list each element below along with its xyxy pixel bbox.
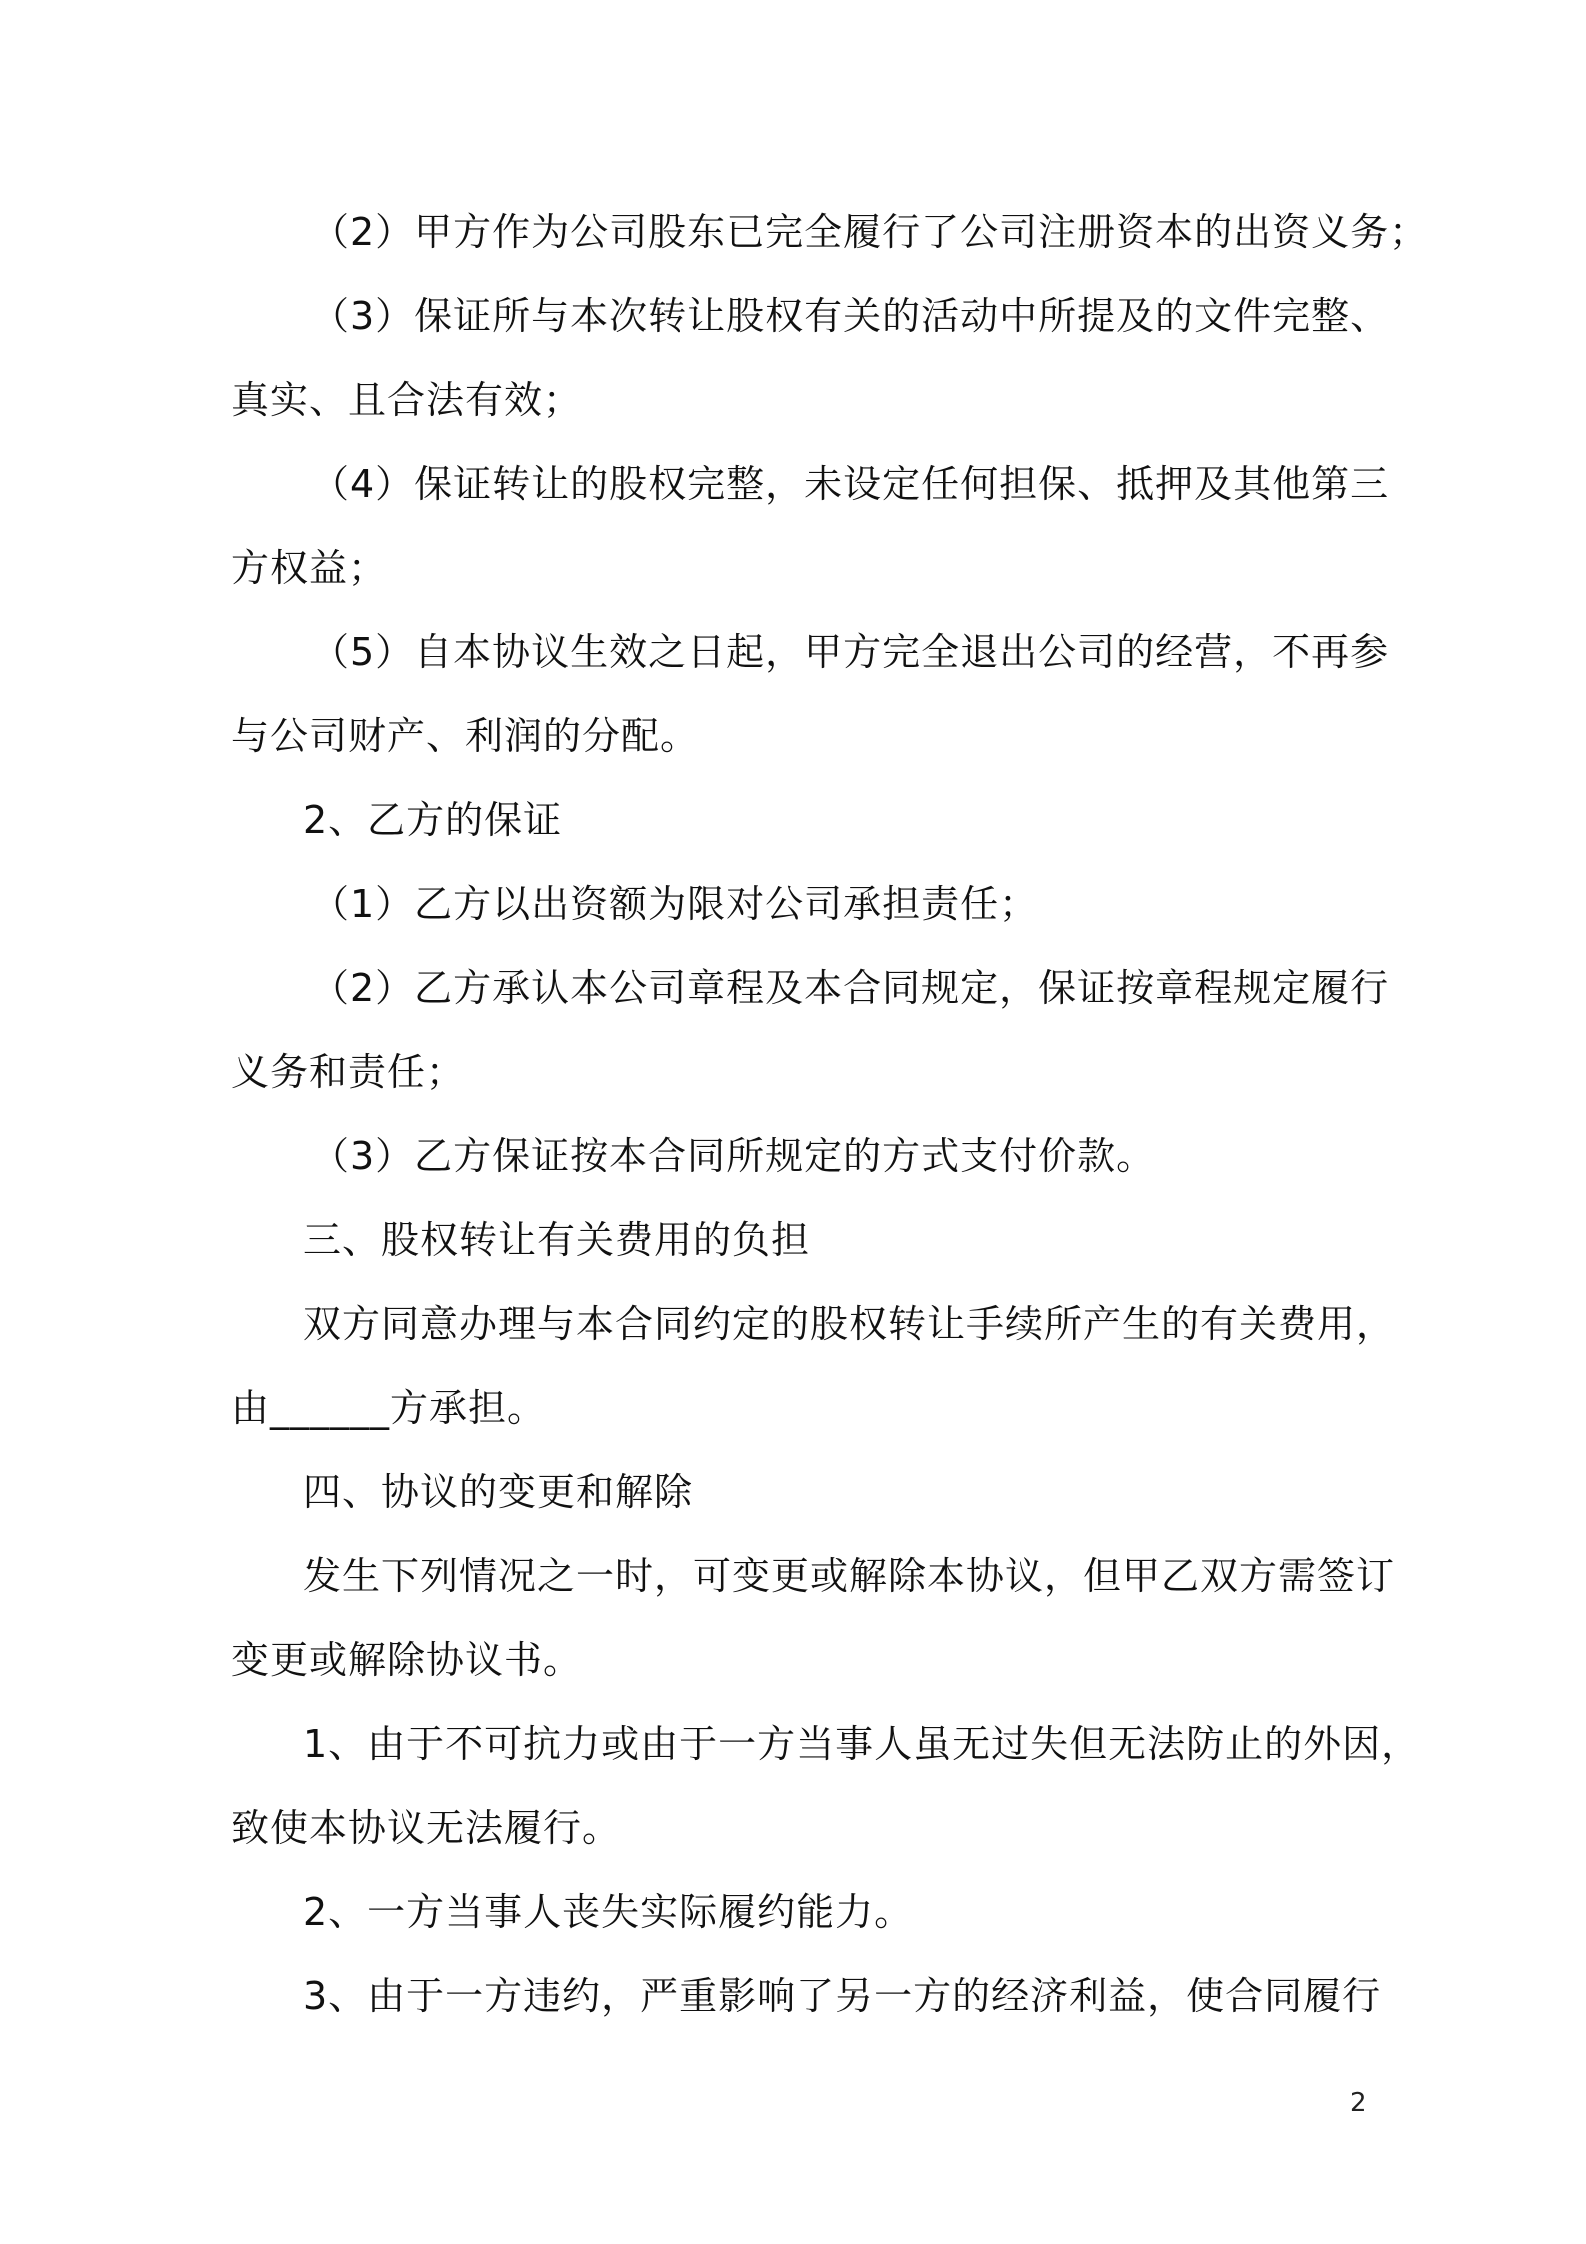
paragraph-line: 2、一方当事人丧失实际履约能力。 [303,1890,914,1934]
paragraph-line: （3）保证所与本次转让股权有关的活动中所提及的文件完整、 [311,294,1390,338]
paragraph-line: （4）保证转让的股权完整，未设定任何担保、抵押及其他第三 [311,462,1390,506]
paragraph-line: 1、由于不可抗力或由于一方当事人虽无过失但无法防止的外因， [303,1722,1421,1766]
paragraph-line: 方权益； [231,546,388,590]
paragraph-line: 义务和责任； [231,1050,466,1094]
paragraph-line: （5）自本协议生效之日起，甲方完全退出公司的经营，不再参 [311,630,1390,674]
paragraph-line: （2）甲方作为公司股东已完全履行了公司注册资本的出资义务； [311,210,1429,254]
paragraph-line: （1）乙方以出资额为限对公司承担责任； [311,882,1039,926]
section-heading: 三、股权转让有关费用的负担 [303,1218,811,1262]
paragraph-line: 双方同意办理与本合同约定的股权转让手续所产生的有关费用， [303,1302,1396,1346]
paragraph-line: 发生下列情况之一时，可变更或解除本协议，但甲乙双方需签订 [303,1554,1396,1598]
paragraph-line: （3）乙方保证按本合同所规定的方式支付价款。 [311,1134,1156,1178]
document-body [231,190,1429,2038]
paragraph-line: 3、由于一方违约，严重影响了另一方的经济利益，使合同履行 [303,1974,1382,2018]
section-heading: 2、乙方的保证 [303,798,563,842]
page-number: 2 [1350,2088,1367,2118]
paragraph-line: 与公司财产、利润的分配。 [231,714,700,758]
section-heading: 四、协议的变更和解除 [303,1470,694,1514]
paragraph-line: 致使本协议无法履行。 [231,1806,622,1850]
paragraph-line: 由______方承担。 [231,1386,547,1430]
paragraph-line: （2）乙方承认本公司章程及本合同规定，保证按章程规定履行 [311,966,1390,1010]
paragraph-line: 变更或解除协议书。 [231,1638,583,1682]
paragraph-line: 真实、且合法有效； [231,378,583,422]
